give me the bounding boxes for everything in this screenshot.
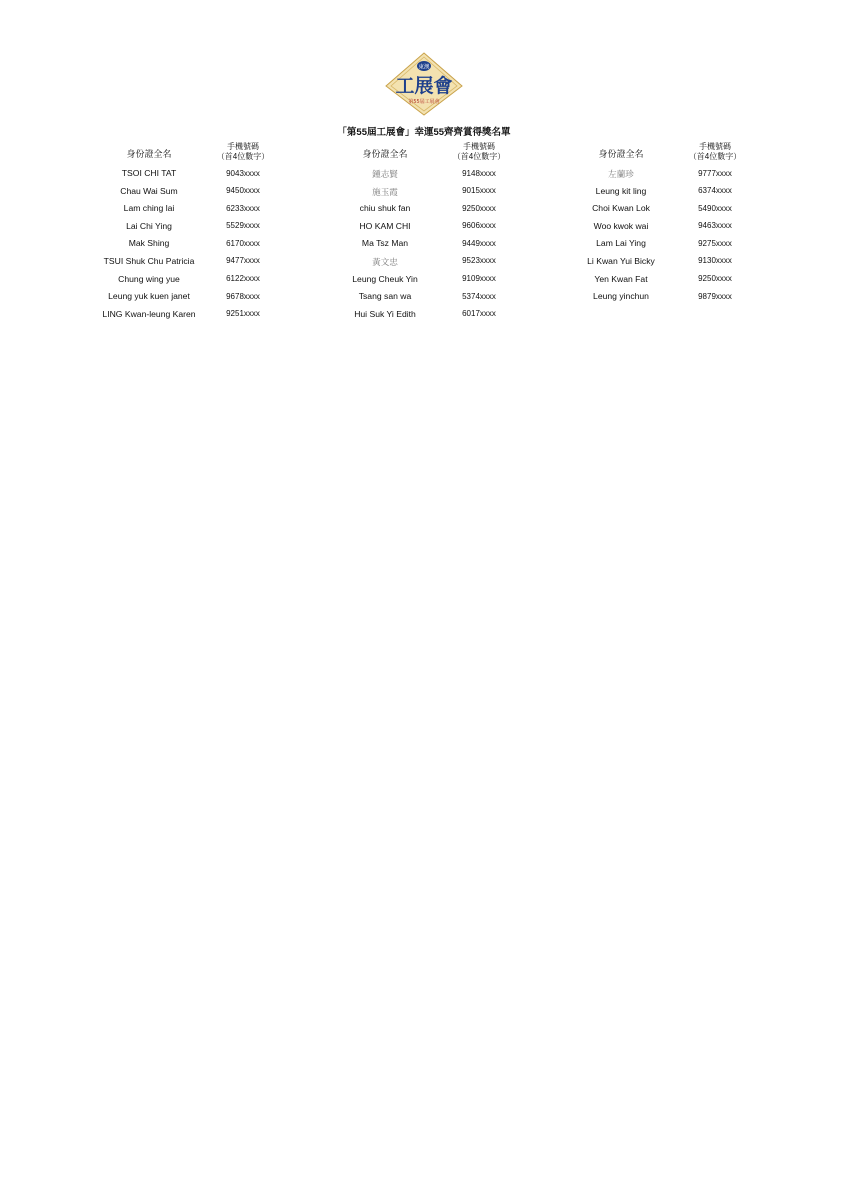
logo-main-text: 工展會 — [395, 75, 453, 97]
table-row — [330, 255, 520, 273]
name-header: 身份證全名 — [126, 149, 172, 159]
phone-header-line1: 手機號碼 — [227, 142, 259, 151]
table-row — [94, 308, 284, 326]
winners-list — [94, 167, 284, 325]
winner-phone: 9879xxxx — [698, 291, 732, 301]
table-row — [330, 308, 520, 326]
table-row — [566, 255, 756, 273]
winner-phone: 9606xxxx — [462, 221, 496, 231]
table-row — [94, 237, 284, 255]
table-row — [566, 273, 756, 291]
winner-phone: 9043xxxx — [226, 168, 260, 178]
phone-header-line2: （首4位數字） — [216, 152, 270, 161]
winner-name: Li Kwan Yui Bicky — [587, 255, 655, 266]
winner-name: Lam ching lai — [123, 203, 175, 214]
winner-phone: 9678xxxx — [226, 291, 260, 301]
winner-name: 黃文忠 — [372, 257, 398, 268]
winner-phone: 9130xxxx — [698, 256, 732, 266]
winners-list — [566, 167, 756, 308]
table-row — [330, 273, 520, 291]
winner-name: 施玉霞 — [372, 187, 398, 198]
phone-header — [204, 142, 282, 162]
table-row — [566, 202, 756, 220]
name-header: 身份證全名 — [362, 149, 408, 159]
winner-phone: 9477xxxx — [226, 256, 260, 266]
winner-name: Choi Kwan Lok — [592, 203, 650, 214]
winners-list — [330, 167, 520, 325]
logo-bottom-text: 第55屆工展會 — [408, 99, 440, 105]
winner-name: Hui Suk Yi Edith — [354, 308, 416, 319]
winner-phone: 6374xxxx — [698, 186, 732, 196]
table-row — [94, 185, 284, 203]
winner-name: Chung wing yue — [118, 273, 180, 284]
table-row — [94, 290, 284, 308]
winner-phone: 5529xxxx — [226, 221, 260, 231]
winner-name: Lam Lai Ying — [596, 238, 646, 249]
expo-logo — [384, 52, 464, 116]
page-title: 「第55屆工展會」幸運55齊齊賞得獎名單 — [337, 127, 511, 138]
winner-name: TSUI Shuk Chu Patricia — [103, 255, 195, 266]
winner-phone: 6170xxxx — [226, 238, 260, 248]
winner-phone: 9109xxxx — [462, 274, 496, 284]
table-row — [330, 290, 520, 308]
winner-phone: 6122xxxx — [226, 274, 260, 284]
table-row — [330, 237, 520, 255]
phone-header-line1: 手機號碼 — [463, 142, 495, 151]
winner-name: 左蘭珍 — [608, 170, 634, 180]
winner-phone: 9463xxxx — [698, 221, 732, 231]
winner-phone: 9148xxxx — [462, 168, 496, 178]
winner-phone: 9275xxxx — [698, 238, 732, 248]
table-row — [330, 167, 520, 185]
winner-phone: 9523xxxx — [462, 256, 496, 266]
winner-name: Leung yuk kuen janet — [108, 291, 190, 302]
winner-name: Leung Cheuk Yin — [352, 273, 418, 284]
winner-phone: 9777xxxx — [698, 168, 732, 178]
winner-phone: 6233xxxx — [226, 203, 260, 213]
phone-header-line2: （首4位數字） — [688, 152, 742, 161]
winner-name: Tsang san wa — [358, 291, 412, 302]
winner-phone: 9449xxxx — [462, 238, 496, 248]
winner-phone: 9015xxxx — [462, 186, 496, 196]
winner-phone: 6017xxxx — [462, 309, 496, 319]
winner-name: Leung kit ling — [595, 185, 647, 196]
table-row — [330, 220, 520, 238]
winner-name: Woo kwok wai — [593, 220, 649, 231]
winner-name: Lai Chi Ying — [126, 220, 172, 231]
winner-name: Leung yinchun — [593, 291, 649, 302]
winner-name: Ma Tsz Man — [361, 238, 409, 249]
table-row — [94, 167, 284, 185]
phone-header — [440, 142, 518, 162]
winner-phone: 9250xxxx — [462, 203, 496, 213]
table-row — [94, 273, 284, 291]
winner-name: TSOI CHI TAT — [121, 168, 177, 178]
phone-header-line2: （首4位數字） — [452, 152, 506, 161]
table-row — [94, 202, 284, 220]
winner-name: Yen Kwan Fat — [594, 273, 648, 284]
winner-name: Chau Wai Sum — [120, 185, 178, 196]
winner-name: Mak Shing — [128, 238, 170, 249]
winner-name: chiu shuk fan — [359, 203, 411, 214]
logo-top-text: 東澳 — [418, 64, 430, 71]
phone-header-line1: 手機號碼 — [699, 142, 731, 151]
table-row — [330, 185, 520, 203]
phone-header — [676, 142, 754, 162]
winner-phone: 5490xxxx — [698, 203, 732, 213]
table-row — [94, 255, 284, 273]
winner-phone: 9251xxxx — [226, 309, 260, 319]
table-row — [566, 185, 756, 203]
winner-phone: 5374xxxx — [462, 291, 496, 301]
table-row — [566, 167, 756, 185]
winner-name: 鍾志賢 — [372, 170, 398, 180]
table-row — [566, 290, 756, 308]
table-row — [566, 237, 756, 255]
winner-name: HO KAM CHI — [359, 220, 411, 231]
table-row — [330, 202, 520, 220]
table-row — [566, 220, 756, 238]
winner-phone: 9250xxxx — [698, 274, 732, 284]
winner-name: LING Kwan-leung Karen — [102, 308, 196, 319]
name-header: 身份證全名 — [598, 149, 644, 159]
table-row — [94, 220, 284, 238]
winner-phone: 9450xxxx — [226, 186, 260, 196]
